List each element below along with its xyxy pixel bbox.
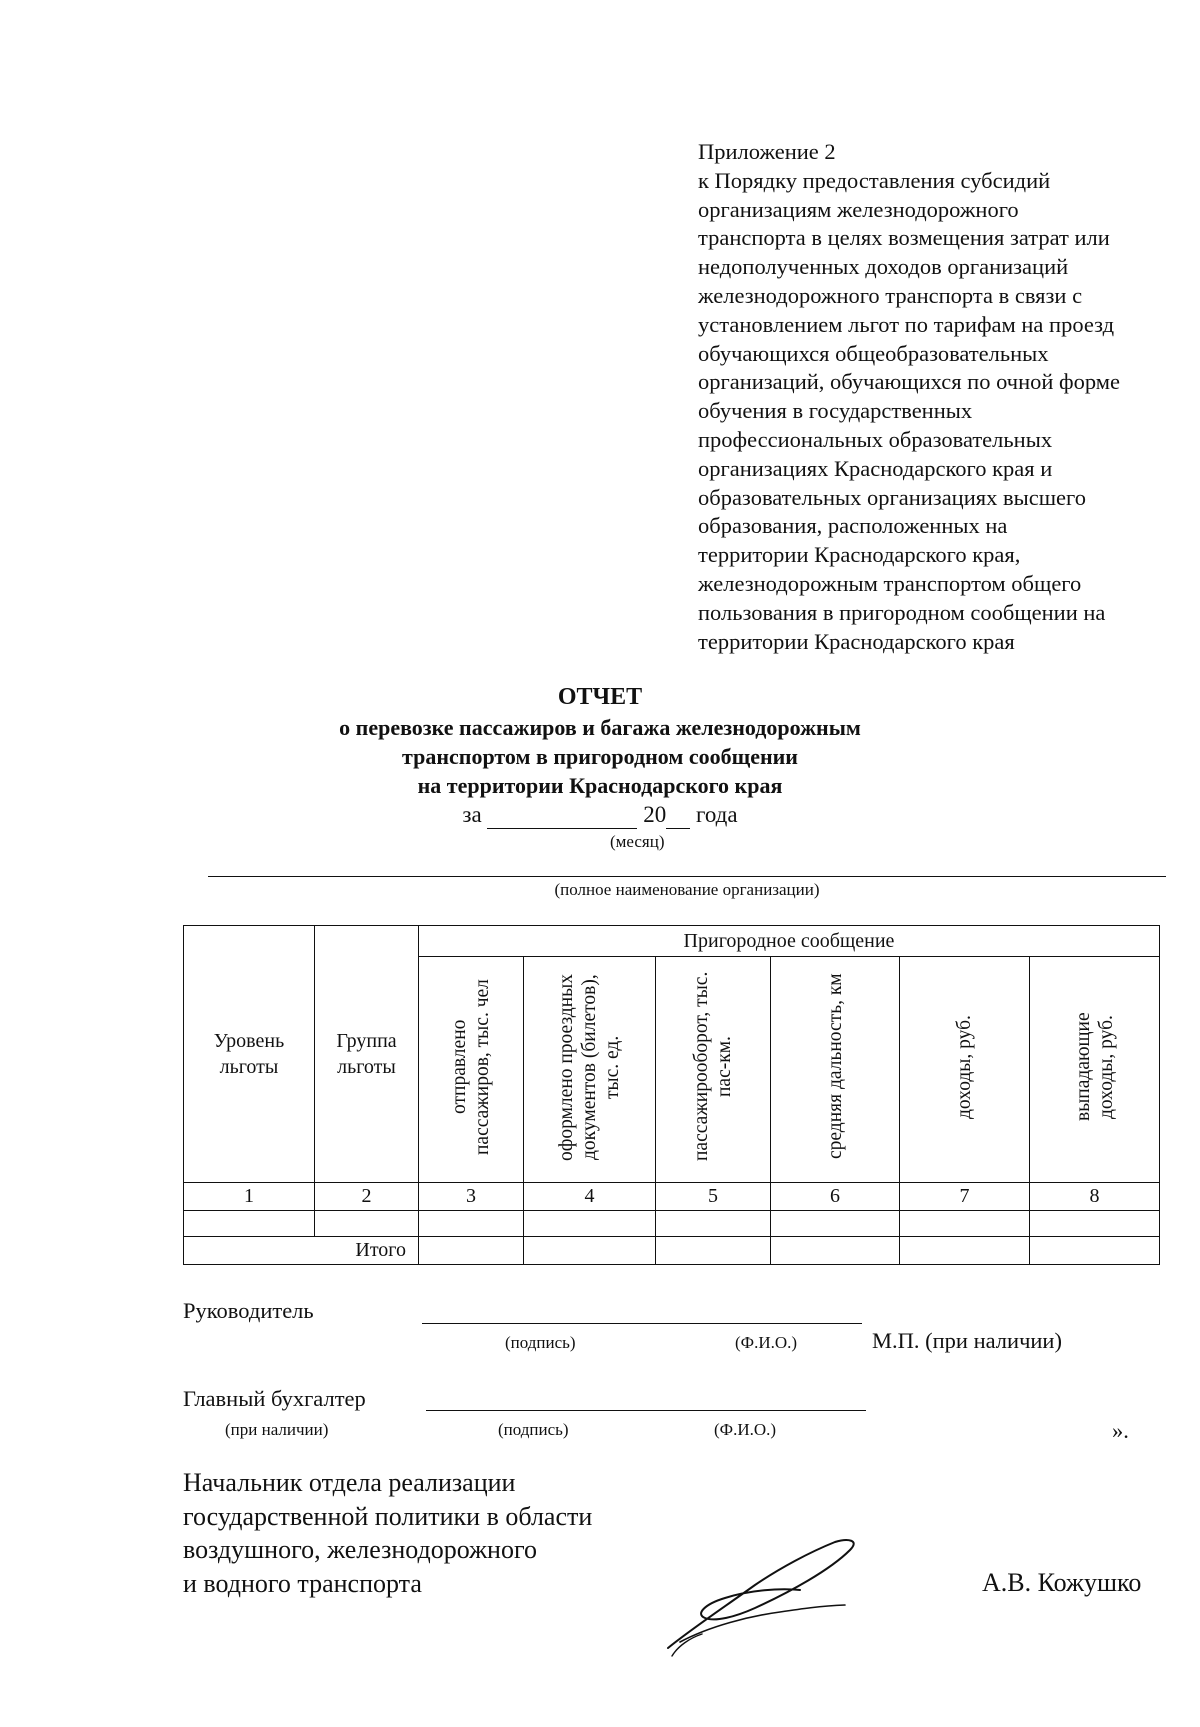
appendix-line: установлением льгот по тарифам на проезд [698, 311, 1115, 337]
header-cell-turnover [656, 957, 771, 1183]
column-number-row [184, 1183, 1160, 1211]
appendix-block [698, 138, 1168, 656]
official-name: А.В. Кожушко [982, 1568, 1142, 1597]
appendix-line: территории Краснодарского края [698, 628, 1015, 654]
report-table [183, 925, 1160, 1265]
appendix-line: обучения в государственных [698, 398, 973, 424]
total-cell[interactable] [656, 1237, 771, 1265]
appendix-line: образования, расположенных на [698, 513, 1008, 539]
position-line: и водного транспорта [183, 1568, 422, 1598]
report-subtitle: на территории Краснодарского края [417, 773, 783, 798]
header-level-label: Уровень льготы [213, 1030, 285, 1078]
accountant-note: (при наличии) [225, 1420, 329, 1439]
head-signature-field[interactable] [422, 1323, 862, 1324]
position-line: воздушного, железнодорожного [183, 1535, 537, 1564]
header-distance-label: средняя дальность, км [824, 973, 846, 1160]
month-caption: (месяц) [610, 832, 665, 851]
column-number: 1 [184, 1183, 315, 1211]
column-number: 8 [1030, 1183, 1160, 1211]
table-cell[interactable] [524, 1211, 656, 1237]
header-income-label: доходы, руб. [954, 1014, 975, 1119]
header-cell-suburban: Пригородное сообщение [419, 926, 1160, 957]
signature-stroke [672, 1634, 702, 1656]
column-number: 4 [524, 1183, 656, 1211]
column-number: 3 [419, 1183, 524, 1211]
header-cell-lost-income [1030, 957, 1160, 1183]
report-subtitle: о перевозке пассажиров и багажа железнодорожным [339, 715, 861, 740]
table-cell[interactable] [419, 1211, 524, 1237]
organization-name-field[interactable] [208, 876, 1166, 877]
appendix-line: организациях Краснодарского края и [698, 455, 1053, 481]
header-cell-level [184, 926, 315, 1183]
column-number: 2 [315, 1183, 419, 1211]
period-year: 20 [643, 802, 667, 827]
signature-stroke [668, 1540, 854, 1648]
head-fio-caption: (Ф.И.О.) [735, 1333, 798, 1352]
accountant-signature-caption: (подпись) [498, 1420, 569, 1439]
appendix-line: к Порядку предоставления субсидий [698, 167, 1051, 193]
table-cell[interactable] [315, 1211, 419, 1237]
appendix-line: организаций, обучающихся по очной форме [698, 369, 1120, 395]
head-signature-caption: (подпись) [505, 1333, 576, 1352]
column-number: 5 [656, 1183, 771, 1211]
position-line: Начальник отдела реализации [183, 1468, 516, 1497]
closing-quote: ». [1112, 1418, 1129, 1443]
accountant-signature-field[interactable] [426, 1410, 866, 1411]
period-prefix: за [462, 802, 482, 827]
table-row [184, 1211, 1160, 1237]
handwritten-signature [660, 1530, 870, 1660]
appendix-line: образовательных организациях высшего [698, 484, 1086, 510]
accountant-label: Главный бухгалтер [183, 1386, 366, 1411]
header-cell-tickets [524, 957, 656, 1183]
appendix-line: обучающихся общеобразовательных [698, 340, 1049, 366]
total-label: Итого [184, 1237, 419, 1265]
position-line: государственной политики в области [183, 1501, 593, 1531]
table-header-row [184, 926, 1160, 957]
table-cell[interactable] [771, 1211, 900, 1237]
table-cell[interactable] [1030, 1211, 1160, 1237]
table-cell[interactable] [184, 1211, 315, 1237]
appendix-line: Приложение 2 [698, 139, 836, 164]
stamp-note: М.П. (при наличии) [872, 1328, 1062, 1353]
total-cell[interactable] [524, 1237, 656, 1265]
head-label: Руководитель [183, 1298, 314, 1323]
appendix-line: пользования в пригородном сообщении на [698, 599, 1106, 625]
total-cell[interactable] [419, 1237, 524, 1265]
official-position [183, 1466, 592, 1600]
header-lost-income-label: выпадающие доходы, руб. [1072, 1012, 1117, 1121]
header-turnover-label: пассажирооборот, тыс. пас-км. [691, 971, 735, 1162]
total-row [184, 1237, 1160, 1265]
period-line [300, 802, 900, 829]
organization-caption: (полное наименование организации) [554, 880, 820, 899]
column-number: 7 [900, 1183, 1030, 1211]
total-cell[interactable] [900, 1237, 1030, 1265]
total-cell[interactable] [1030, 1237, 1160, 1265]
report-title: ОТЧЕТ [557, 684, 643, 710]
appendix-line: железнодорожным транспортом общего [698, 570, 1082, 596]
header-passengers-label: отправлено пассажиров, тыс. чел [449, 978, 493, 1155]
header-cell-distance [771, 957, 900, 1183]
column-number: 6 [771, 1183, 900, 1211]
appendix-line: профессиональных образовательных [698, 426, 1053, 452]
total-cell[interactable] [771, 1237, 900, 1265]
table-cell[interactable] [656, 1211, 771, 1237]
header-tickets-label: оформлено проездных документов (билетов), тыс. ед. [556, 973, 623, 1161]
appendix-line: организациям железнодорожного [698, 196, 1019, 222]
header-group-label: Группа льготы [336, 1030, 397, 1078]
appendix-line: транспорта в целях возмещения затрат или [698, 225, 1110, 251]
accountant-fio-caption: (Ф.И.О.) [714, 1420, 777, 1439]
month-blank-field[interactable] [487, 802, 637, 829]
report-subtitle: транспортом в пригородном сообщении [402, 744, 798, 769]
header-cell-passengers [419, 957, 524, 1183]
header-cell-income [900, 957, 1030, 1183]
appendix-line: железнодорожного транспорта в связи с [698, 282, 1083, 308]
year-blank-field[interactable] [666, 802, 690, 829]
period-suffix: года [695, 802, 738, 827]
table-cell[interactable] [900, 1211, 1030, 1237]
appendix-line: недополученных доходов организаций [698, 254, 1069, 280]
appendix-line: территории Краснодарского края, [698, 542, 1021, 568]
signature-stroke [680, 1605, 845, 1642]
header-cell-group [315, 926, 419, 1183]
